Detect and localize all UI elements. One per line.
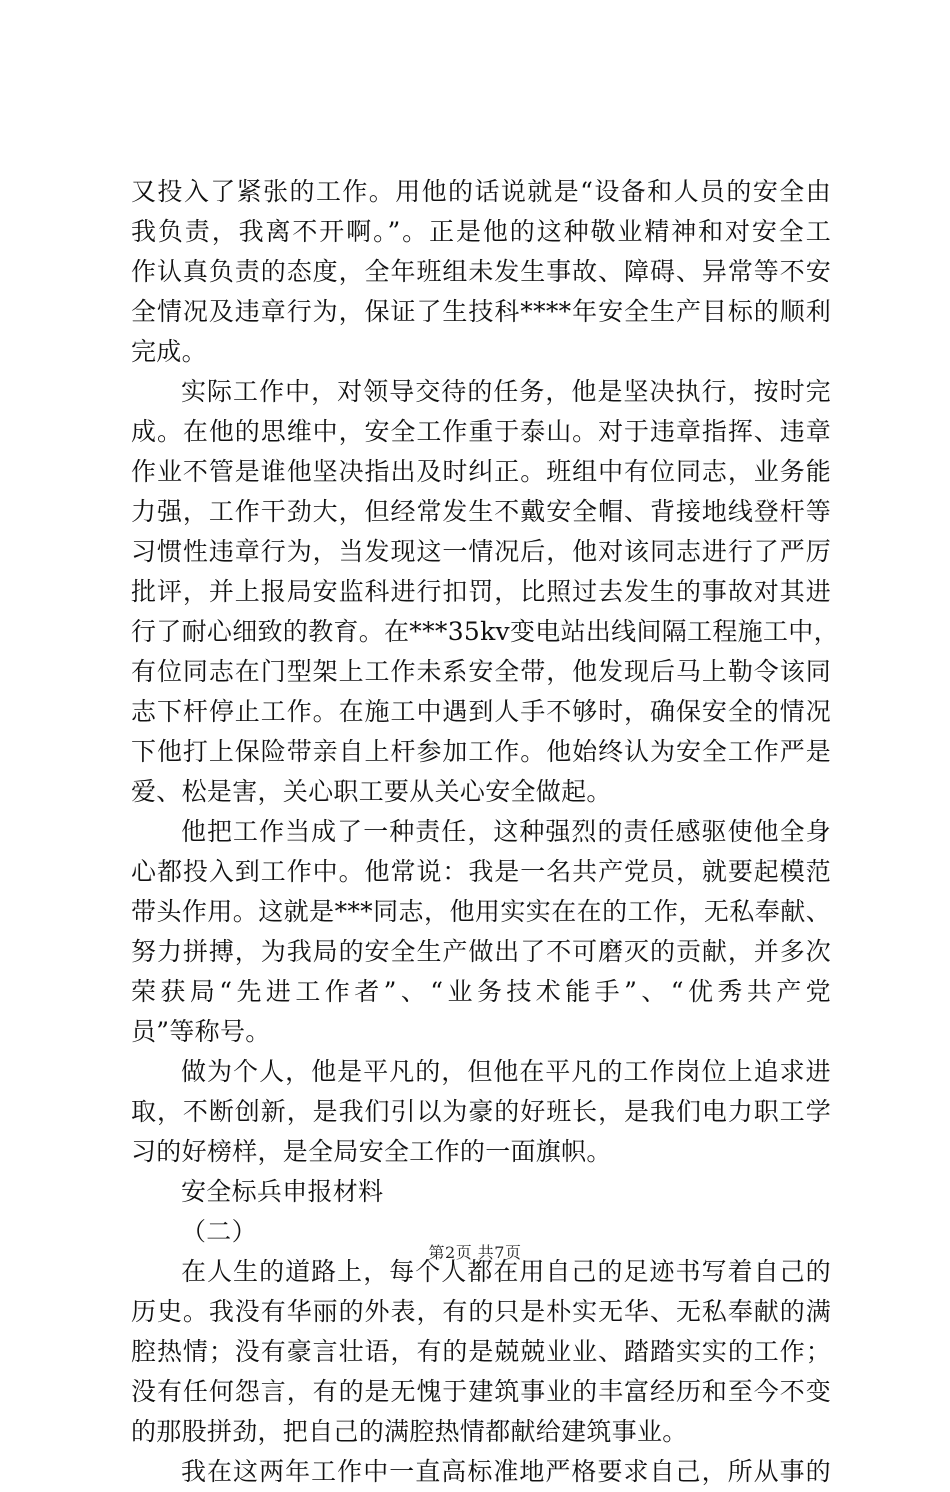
text-line: 批评，并上报局安监科进行扣罚，比照过去发生的事故对其进 bbox=[131, 577, 831, 606]
text-line: 作业不管是谁他坚决指出及时纠正。班组中有位同志，业务能 bbox=[131, 457, 831, 486]
text-line: 取，不断创新，是我们引以为豪的好班长，是我们电力职工学 bbox=[131, 1097, 831, 1126]
text-line: 完成。 bbox=[131, 337, 207, 366]
text-line: 成。在他的思维中，安全工作重于泰山。对于违章指挥、违章 bbox=[131, 417, 831, 446]
text-line: 有位同志在门型架上工作未系安全带，他发现后马上勒令该同 bbox=[131, 657, 831, 686]
text-line: 安全标兵申报材料 bbox=[181, 1177, 384, 1206]
text-line: 历史。我没有华丽的外表，有的只是朴实无华、无私奉献的满 bbox=[131, 1297, 831, 1326]
text-line: 他把工作当成了一种责任，这种强烈的责任感驱使他全身 bbox=[181, 817, 831, 846]
text-line: 志下杆停止工作。在施工中遇到人手不够时，确保安全的情况 bbox=[131, 697, 831, 726]
text-line: 又投入了紧张的工作。用他的话说就是“设备和人员的安全由 bbox=[131, 177, 831, 206]
text-line: 员”等称号。 bbox=[131, 1017, 271, 1046]
text-line: 没有任何怨言，有的是无愧于建筑事业的丰富经历和至今不变 bbox=[131, 1377, 831, 1406]
body-text bbox=[131, 172, 839, 1492]
text-line: 我负责，我离不开啊。”。正是他的这种敬业精神和对安全工 bbox=[131, 217, 831, 246]
text-line: 行了耐心细致的教育。在***35kv变电站出线间隔工程施工中， bbox=[131, 617, 839, 646]
text-line: 全情况及违章行为，保证了生技科****年安全生产目标的顺利 bbox=[131, 297, 831, 326]
text-line: 作认真负责的态度，全年班组未发生事故、障碍、异常等不安 bbox=[131, 257, 831, 286]
text-line: 荣获局“先进工作者”、“业务技术能手”、“优秀共产党 bbox=[131, 977, 831, 1006]
text-line: 实际工作中，对领导交待的任务，他是坚决执行，按时完 bbox=[181, 377, 831, 406]
text-line: 做为个人，他是平凡的，但他在平凡的工作岗位上追求进 bbox=[181, 1057, 831, 1086]
text-line: 习的好榜样，是全局安全工作的一面旗帜。 bbox=[131, 1137, 612, 1166]
text-line: 力强，工作干劲大，但经常发生不戴安全帽、背接地线登杆等 bbox=[131, 497, 831, 526]
text-line: 心都投入到工作中。他常说：我是一名共产党员，就要起模范 bbox=[131, 857, 831, 886]
text-line: 带头作用。这就是***同志，他用实实在在的工作，无私奉献、 bbox=[131, 897, 831, 926]
page-footer: 第2页 共7页 bbox=[428, 1243, 522, 1262]
text-line: （二） bbox=[181, 1217, 257, 1246]
text-line: 我在这两年工作中一直高标准地严格要求自己，所从事的 bbox=[181, 1457, 831, 1486]
text-line: 爱、松是害，关心职工要从关心安全做起。 bbox=[131, 777, 612, 806]
text-line: 下他打上保险带亲自上杆参加工作。他始终认为安全工作严是 bbox=[131, 737, 831, 766]
text-line: 腔热情；没有豪言壮语，有的是兢兢业业、踏踏实实的工作； bbox=[131, 1337, 831, 1366]
text-line: 习惯性违章行为，当发现这一情况后，他对该同志进行了严厉 bbox=[131, 537, 831, 566]
text-line: 努力拼搏，为我局的安全生产做出了不可磨灭的贡献，并多次 bbox=[131, 937, 831, 966]
text-line: 的那股拼劲，把自己的满腔热情都献给建筑事业。 bbox=[131, 1417, 688, 1446]
text-line: 在人生的道路上，每个人都在用自己的足迹书写着自己的 bbox=[181, 1257, 831, 1286]
